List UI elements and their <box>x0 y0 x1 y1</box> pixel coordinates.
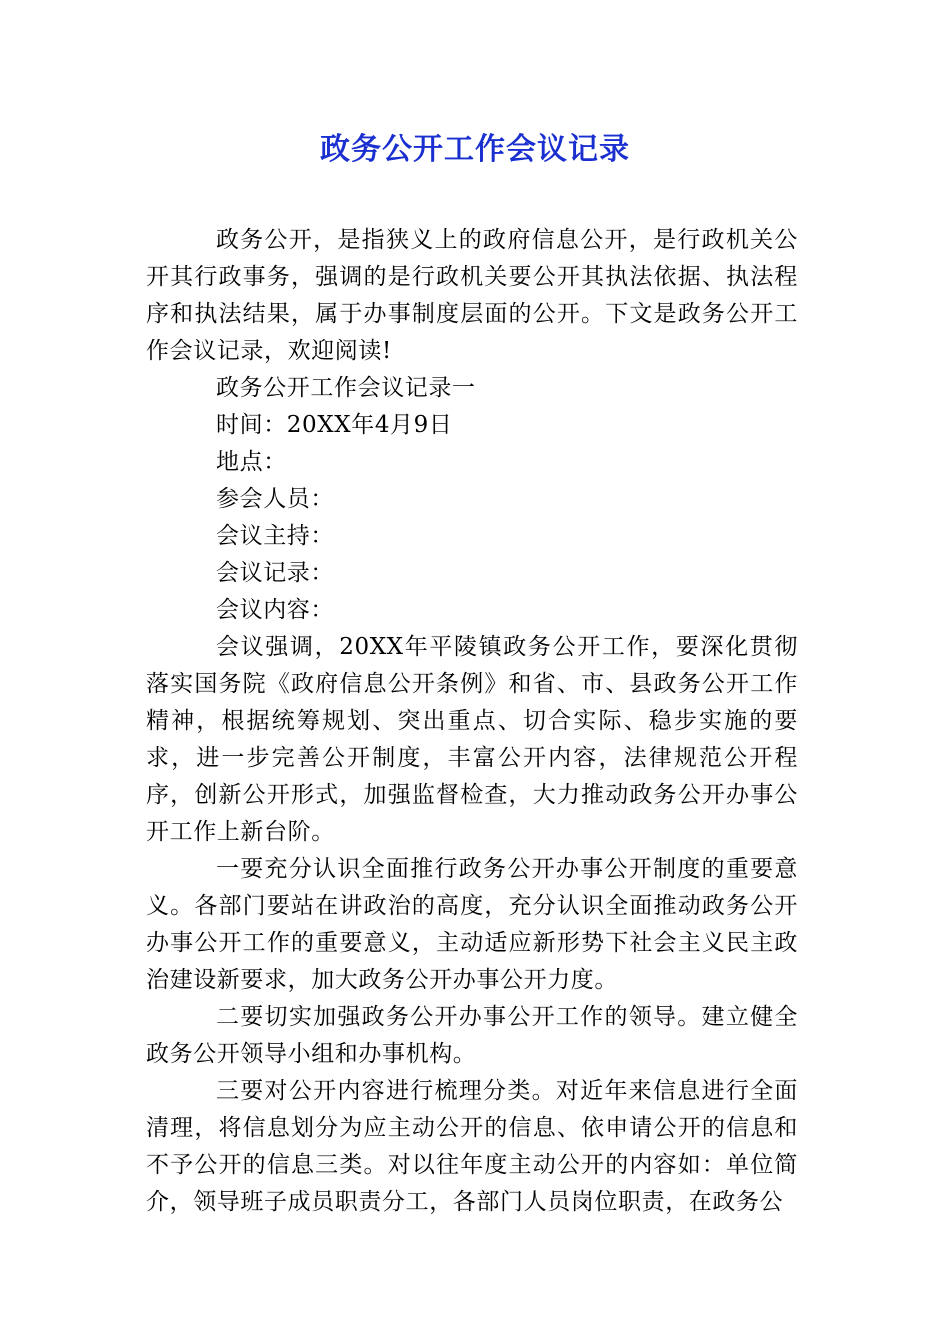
meeting-recorder: 会议记录： <box>216 560 334 586</box>
content-paragraph: 二要切实加强政务公开办事公开工作的领导。建立健全政务公开领导小组和办事机构。 <box>146 1004 798 1067</box>
meeting-time: 时间：20XX年4月9日 <box>216 412 453 438</box>
section-heading: 政务公开工作会议记录一 <box>216 375 476 401</box>
content-paragraph: 一要充分认识全面推行政务公开办事公开制度的重要意义。各部门要站在讲政治的高度，充分认识全面推动政务公开办事公开工作的重要意义，主动适应新形势下社会主义民主政治建设新要求，加大政务公开办事公开力度。 <box>146 856 798 993</box>
document-body <box>146 222 798 1221</box>
meeting-location: 地点： <box>216 449 287 475</box>
meeting-attendees: 参会人员： <box>216 486 334 512</box>
meeting-host: 会议主持： <box>216 523 334 549</box>
content-paragraph: 三要对公开内容进行梳理分类。对近年来信息进行全面清理，将信息划分为应主动公开的信息、依申请公开的信息和不予公开的信息三类。对以往年度主动公开的内容如：单位简介，领导班子成员职责分工，各部门人员岗位职责，在政务公 <box>146 1078 798 1215</box>
content-paragraph: 会议强调，20XX年平陵镇政务公开工作，要深化贯彻落实国务院《政府信息公开条例》和省、市、县政务公开工作精神，根据统筹规划、突出重点、切合实际、稳步实施的要求，进一步完善公开制度，丰富公开内容，法律规范公开程序，创新公开形式，加强监督检查，大力推动政务公开办事公开工作上新台阶。 <box>146 634 798 845</box>
document-title: 政务公开工作会议记录 <box>320 132 630 167</box>
meeting-content-label: 会议内容： <box>216 597 334 623</box>
intro-paragraph: 政务公开，是指狭义上的政府信息公开，是行政机关公开其行政事务，强调的是行政机关要公开其执法依据、执法程序和执法结果，属于办事制度层面的公开。下文是政务公开工作会议记录，欢迎阅读! <box>146 227 798 364</box>
